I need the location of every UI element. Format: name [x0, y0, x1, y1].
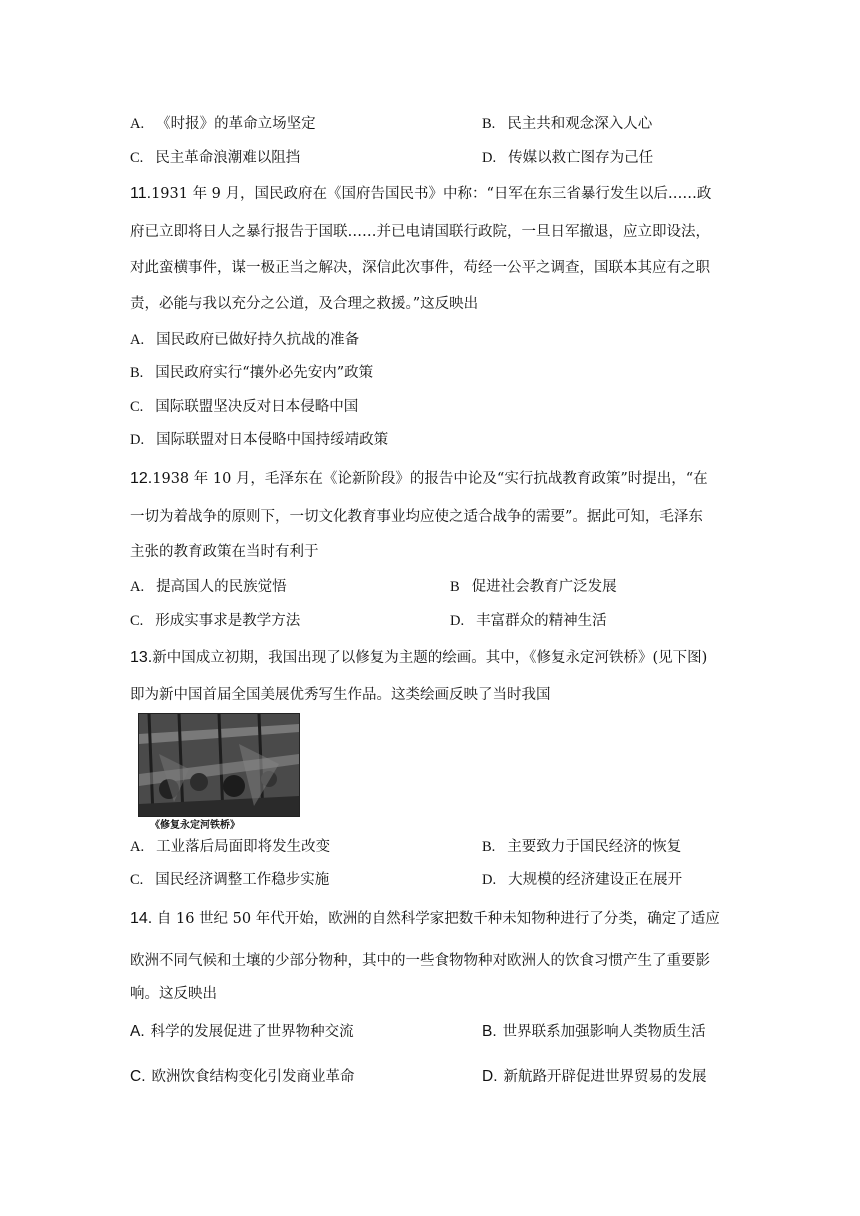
q13-option-c: [130, 868, 329, 889]
option-text: 新航路开辟促进世界贸易的发展: [503, 1069, 707, 1085]
q12-stem-line-3: 主张的教育政策在当时有利于: [130, 544, 319, 560]
q14-option-a: [130, 1020, 354, 1041]
q10-option-a: [130, 112, 316, 133]
option-label: A.: [130, 116, 145, 132]
option-text: 国民经济调整工作稳步实施: [155, 872, 330, 888]
stem-text: 新中国成立初期，我国出现了以修复为主题的绘画。其中，《修复永定河铁桥》(见下图): [152, 650, 708, 666]
option-text: 传媒以救亡图存为己任: [508, 150, 654, 166]
option-text: 大规模的经济建设正在展开: [508, 872, 683, 888]
figure-caption: 《修复永定河铁桥》: [150, 820, 240, 831]
option-text: 提高国人的民族觉悟: [156, 579, 287, 595]
q11-stem-line-2: 府已立即将日人之暴行报告于国联……并已电请国联行政院，一旦日军撤退，应立即设法，: [130, 224, 710, 240]
option-label: A.: [130, 332, 145, 348]
q13-stem-line-1: [130, 646, 707, 667]
q11-option-b: [130, 361, 373, 382]
option-label: B.: [482, 839, 496, 855]
q10-option-b: [482, 112, 652, 133]
option-label: C.: [130, 150, 144, 166]
option-text: 主要致力于国民经济的恢复: [507, 839, 682, 855]
option-text: 《时报》的革命立场坚定: [156, 116, 316, 132]
option-label: D.: [130, 432, 145, 448]
option-label: A.: [130, 579, 145, 595]
q11-stem-line-4: 责，必能与我以充分之公道，及合理之救援。”这反映出: [130, 296, 479, 312]
q11-option-a: [130, 328, 359, 349]
question-number: 14.: [130, 910, 153, 927]
option-label: D.: [450, 613, 465, 629]
question-number: 11.: [130, 185, 152, 202]
q14-option-c: [130, 1065, 355, 1086]
q11-option-c: [130, 395, 358, 416]
q10-option-d: [482, 146, 653, 167]
q13-option-d: [482, 868, 682, 889]
option-label: D.: [482, 1068, 498, 1085]
q14-option-b: [482, 1020, 706, 1041]
stem-text: 1938 年 10 月，毛泽东在《论新阶段》的报告中论及“实行抗战教育政策”时提出，“在: [152, 471, 708, 487]
q14-option-d: [482, 1065, 707, 1086]
option-text: 民主革命浪潮难以阻挡: [155, 150, 301, 166]
option-text: 国民政府实行“攘外必先安内”政策: [155, 365, 374, 381]
q12-stem-line-2: 一切为着战争的原则下，一切文化教育事业均应使之适合战争的需要”。据此可知，毛泽东: [130, 509, 703, 525]
option-label: A.: [130, 839, 145, 855]
q10-option-c: [130, 146, 300, 167]
option-label: C.: [130, 399, 144, 415]
q12-option-a: [130, 575, 287, 596]
option-label: C.: [130, 1068, 146, 1085]
option-label: C.: [130, 613, 144, 629]
option-text: 民主共和观念深入人心: [507, 116, 653, 132]
q12-option-b: [450, 575, 617, 596]
question-number: 13.: [130, 649, 153, 666]
q11-stem-line-3: 对此蛮横事件，谋一极正当之解决，深信此次事件，苟经一公平之调查，国联本其应有之职: [130, 260, 710, 276]
option-text: 丰富群众的精神生活: [476, 613, 607, 629]
option-label: C.: [130, 872, 144, 888]
q14-stem-line-3: 响。这反映出: [130, 986, 217, 1002]
stem-text: 1931 年 9 月，国民政府在《国府告国民书》中称：“日军在东三省暴行发生以后……政: [151, 186, 712, 202]
q13-option-b: [482, 835, 681, 856]
q11-option-d: [130, 428, 388, 449]
q14-stem-line-2: 欧洲不同气候和土壤的少部分物种，其中的一些食物物种对欧洲人的饮食习惯产生了重要影: [130, 953, 710, 969]
option-label: D.: [482, 150, 497, 166]
option-text: 国民政府已做好持久抗战的准备: [156, 332, 360, 348]
q12-option-d: [450, 609, 607, 630]
q12-stem-line-1: [130, 467, 708, 488]
option-label: B: [450, 579, 460, 595]
option-text: 科学的发展促进了世界物种交流: [150, 1024, 354, 1040]
option-label: B.: [482, 116, 496, 132]
q13-option-a: [130, 835, 330, 856]
option-label: D.: [482, 872, 497, 888]
q12-option-c: [130, 609, 300, 630]
q14-stem-line-1: [130, 907, 720, 928]
option-label: B.: [482, 1023, 497, 1040]
option-text: 世界联系加强影响人类物质生活: [502, 1024, 706, 1040]
bridge-repair-painting-image: [138, 713, 300, 817]
q13-stem-line-2: 即为新中国首届全国美展优秀写生作品。这类绘画反映了当时我国: [130, 687, 551, 703]
option-label: B.: [130, 365, 144, 381]
option-text: 工业落后局面即将发生改变: [156, 839, 331, 855]
option-text: 国际联盟对日本侵略中国持绥靖政策: [156, 432, 389, 448]
option-label: A.: [130, 1023, 145, 1040]
option-text: 形成实事求是教学方法: [155, 613, 301, 629]
question-number: 12.: [130, 470, 153, 487]
option-text: 欧洲饮食结构变化引发商业革命: [151, 1069, 355, 1085]
painting-illustration: [139, 714, 299, 816]
stem-text: 自 16 世纪 50 年代开始，欧洲的自然科学家把数千种未知物种进行了分类，确定了适应: [152, 911, 720, 927]
q11-stem-line-1: [130, 182, 711, 203]
option-text: 促进社会教育广泛发展: [471, 579, 617, 595]
option-text: 国际联盟坚决反对日本侵略中国: [155, 399, 359, 415]
